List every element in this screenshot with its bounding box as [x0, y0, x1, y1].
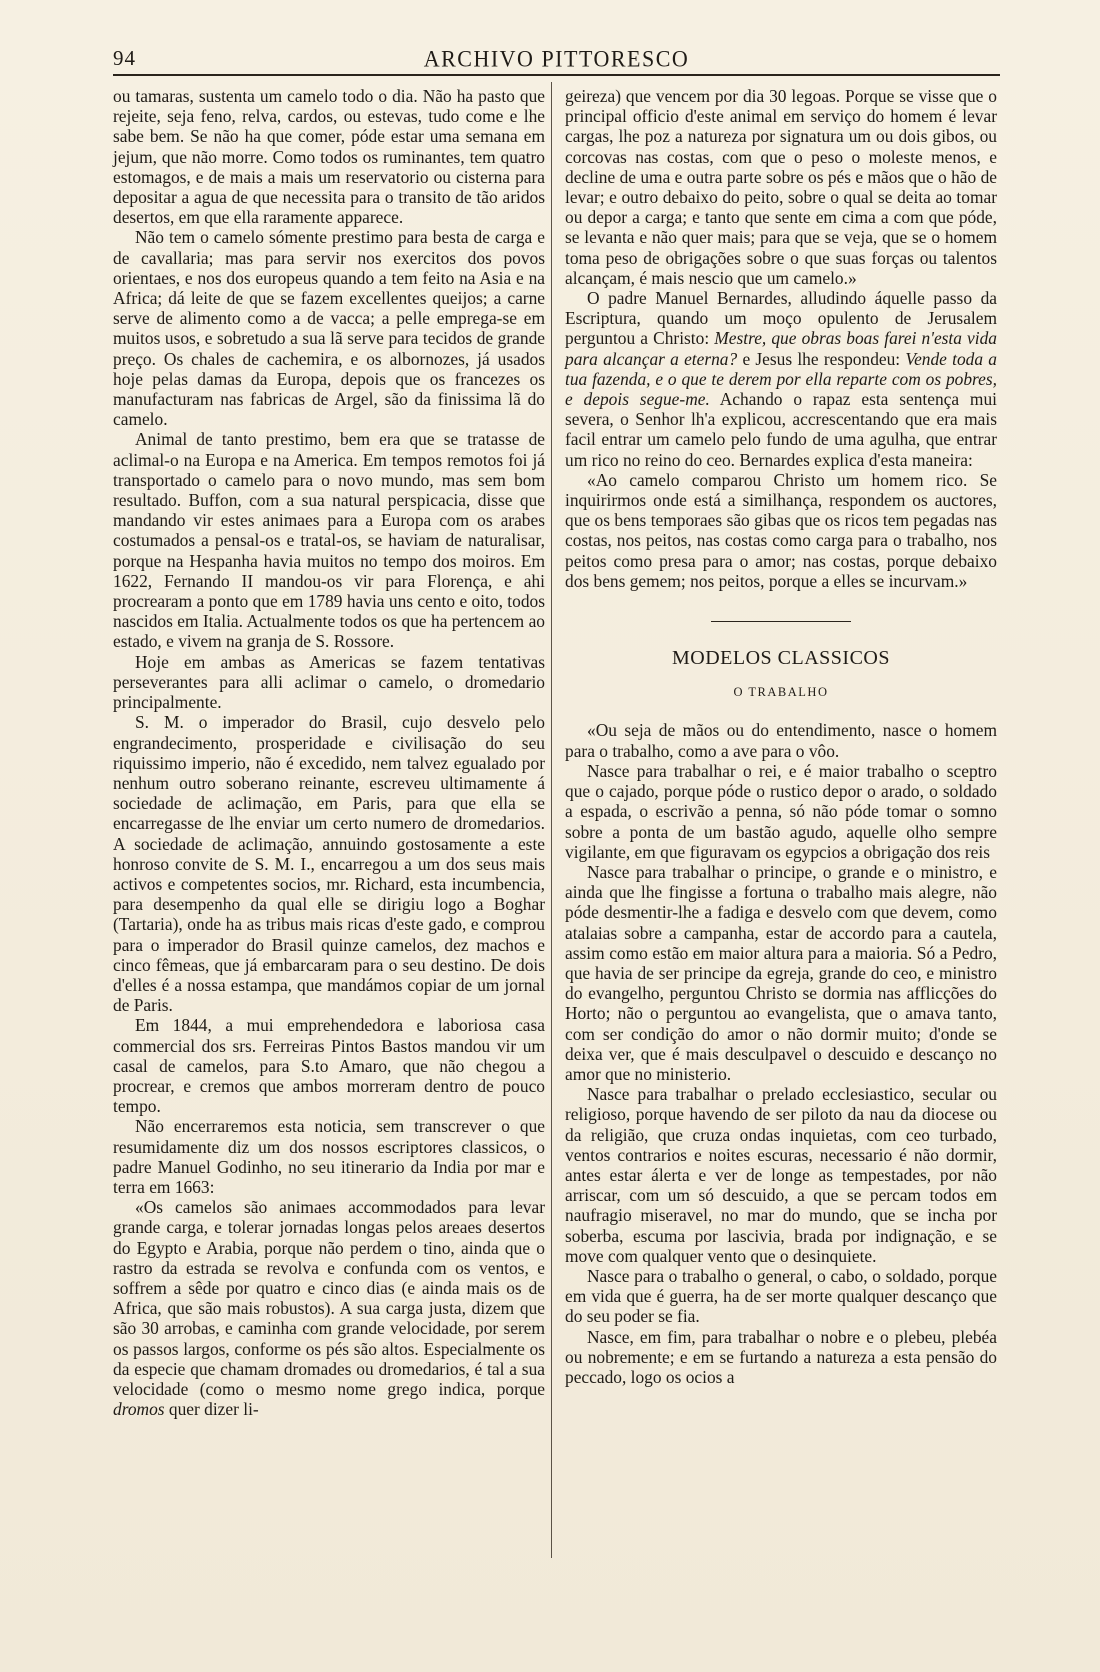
text-run: quer dizer li-	[164, 1399, 259, 1420]
quotation-paragraph: «Ao camelo comparou Christo um homem rico. Se inquirirmos onde está a similhança, respondem os auctores, que os bens temporaes são gibas que os ricos tem pegadas nas costas, nos peitos, nas costas como carga para o trabalho, nos peitos como presa para o amor; nas costas, porque debaixo dos bens gemem; nos peitos, porque a elles se incurvam.»	[565, 469, 997, 591]
text-run: «Os camelos são animaes accommodados para levar grande carga, e tolerar jornadas longas pelos areaes desertos do Egypto e Arabia, porque não perdem o tino, ainda que o rastro da estrada se revolva e confunda com os ventos, e soffrem a sêde por quatro e cinco dias (e ainda mais os de Africa, que são mais robustos). A sua carga justa, dizem que são 30 arrobas, e caminha com grande velocidade, por serem os passos largos, conforme os pés são altos. Especialmente os da especie que chamam dromades ou dromedarios, é tal a sua velocidade (como o mesmo nome grego indica, porque	[113, 1197, 545, 1399]
paragraph: ou tamaras, sustenta um camelo todo o dia. Não ha pasto que rejeite, seja feno, relva, cardos, ou estevas, tudo come e lhe sabe bem. Se não ha que comer, póde estar uma semana em jejum, que não morre. Como todos os ruminantes, tem quatro estomagos, e de mais a mais um reservatorio ou cisterna para depositar a agua de que necessita para o transito de tão aridos desertos, em que ella raramente apparece.	[113, 86, 545, 228]
quotation-paragraph	[113, 1197, 545, 1419]
paragraph: geireza) que vencem por dia 30 legoas. Porque se visse que o principal officio d'este animal em serviço do homem é levar cargas, lhe poz a natureza por signatura um ou dois gibos, ou corcovas nas costas, com que o peso o moleste menos, e decline de uma e outra parte sobre os pés e mãos que o hão de levar; e outro debaixo do peito, sobre o qual se deita ao tomar ou depor a carga; e tanto que sente em cima a com que póde, se levanta e não quer mais; para que se veja, que se o homem toma peso de obrigações sobre o que suas forças ou talentos alcançam, é mais nescio que um camelo.»	[565, 86, 997, 288]
running-header	[113, 44, 1000, 76]
paragraph: Não encerraremos esta noticia, sem transcrever o que resumidamente diz um dos nossos escriptores classicos, o padre Manuel Godinho, no seu itinerario da India por mar e terra em 1663:	[113, 1116, 545, 1197]
section-title: MODELOS CLASSICOS	[672, 647, 890, 670]
paragraph: Animal de tanto prestimo, bem era que se tratasse de aclimal-o na Europa e na America. Em tempos remotos foi já transportado o camelo para o novo mundo, mas sem bom resultado. Buffon, com a sua natural perspicacia, disse que mandando vir estes animaes para a Europa com os arabes costumados a pensal-os e tratal-os, se haviam de naturalisar, porque na Hespanha havia muitos no tempo dos moiros. Em 1622, Fernando II mandou-os vir para Florença, e ahi procrearam a ponto que em 1789 havia uns cento e oito, todos nascidos em Italia. Actualmente todos os que ha pertencem ao estado, e vivem na granja de S. Rossore.	[113, 429, 545, 652]
journal-title: ARCHIVO PITTORESCO	[423, 45, 690, 72]
left-column	[113, 86, 545, 1419]
italic-text: Vende toda a tua fazenda, e o que te derem por ella reparte com os pobres, e depois segue-me.	[565, 348, 997, 410]
text-run: e Jesus lhe respondeu:	[737, 348, 906, 369]
section-rule	[711, 621, 851, 622]
column-divider	[551, 82, 552, 1558]
paragraph: Hoje em ambas as Americas se fazem tentativas perseverantes para alli aclimar o camelo, o dromedario principalmente.	[113, 651, 545, 713]
right-column	[565, 86, 997, 1387]
paragraph	[565, 288, 997, 470]
paragraph: Em 1844, a mui emprehendedora e laboriosa casa commercial dos srs. Ferreiras Pintos Bastos mandou vir um casal de camelos, para S.to Amaro, que não chegou a procrear, e cremos que ambos morreram dentro de pouco tempo.	[113, 1015, 545, 1117]
text-run: O padre Manuel Bernardes, alludindo áquelle passo da Escriptura, quando um moço opulento de Jerusalem perguntou a Christo:	[565, 288, 997, 349]
paragraph: «Ou seja de mãos ou do entendimento, nasce o homem para o trabalho, como a ave para o vôo.	[565, 720, 997, 761]
paragraph: Não tem o camelo sómente prestimo para besta de carga e de cavallaria; mas para servir nos exercitos dos povos orientaes, e nos dos europeus quando a tem feito na Asia e na Africa; dá leite de que se fazem excellentes queijos; a carne serve de alimento como a de vacca; a pelle emprega-se em muitos usos, e sobretudo a sua lã serve para tecidos de grande preço. Os chales de cachemira, e os albornozes, já usados hoje pelas damas da Europa, depois que os francezes os manufacturam nas fabricas de Argel, são da finissima lã do camelo.	[113, 227, 545, 430]
page-number: 94	[113, 46, 136, 70]
section-subtitle: O TRABALHO	[733, 685, 829, 700]
paragraph: Nasce para trabalhar o principe, o grande e o ministro, e ainda que lhe fingisse a fortuna o trabalho mais alegre, não póde desmentir-lhe a fadiga e desvelo com que devem, como atalaias sobre a campanha, estar de accordo para a cautela, assim como estão em maior altura para a maioria. Só a Pedro, que havia de ser principe da egreja, grande do ceo, e ministro do evangelho, perguntou Christo se dormia nas afflicções do Horto; não o perguntou ao evangelista, que o amava tanto, com ser condição do amor o não dormir muito; d'onde se deixa ver, que é mais desculpavel o descuido e descanço no amor que no ministerio.	[565, 861, 997, 1084]
paragraph: S. M. o imperador do Brasil, cujo desvelo pelo engrandecimento, prosperidade e civilisação do seu riquissimo imperio, não é excedido, nem talvez egualado por nenhum outro soberano reinante, escreveu ultimamente á sociedade de aclimação, em Paris, para que ella se encarregasse de lhe enviar um certo numero de dromedarios. A sociedade de aclimação, annuindo gostosamente a este honroso convite de S. M. I., encarregou a um dos seus mais activos e competentes socios, mr. Richard, esta incumbencia, para desempenho da qual elle se dirigiu logo a Boghar (Tartaria), onde ha as tribus mais ricas d'este gado, e comprou para o imperador do Brasil quinze camelos, dez machos e cinco fêmeas, que já embarcaram para o seu destino. De dois d'elles é a nossa estampa, que mandámos copiar de um jornal de Paris.	[113, 712, 545, 1016]
paragraph: Nasce para trabalhar o rei, e é maior trabalho o sceptro que o cajado, porque póde o rustico depor o arado, o soldado a espada, o escrivão a penna, só não póde tomar o somno sobre a ponta de um bastão agudo, aquelle olho sempre vigilante, em que figuravam os egypcios a obrigação dos reis	[565, 760, 997, 862]
italic-text: Mestre, que obras boas farei n'esta vida para alcançar a eterna?	[565, 328, 997, 369]
header-rule	[113, 74, 1000, 76]
italic-text: dromos	[113, 1399, 165, 1420]
paragraph: Nasce para trabalhar o prelado ecclesiastico, secular ou religioso, porque havendo de ser piloto da nau da diocese ou da religião, que cruza ondas inquietas, com ceo turbado, ventos contrarios e noites escuras, necessario é não dormir, antes estar álerta e ver de longe as tempestades, por não arriscar, com um só descuido, a que se percam todos em naufragio miseravel, no mar do mundo, que se incha por soberba, escuma por lascivia, brada por indignação, e se move com qualquer vento que o desinquiete.	[565, 1084, 997, 1266]
paragraph: Nasce, em fim, para trabalhar o nobre e o plebeu, plebéa ou nobremente; e em se furtando a natureza a esta pensão do peccado, logo os ocios a	[565, 1326, 997, 1387]
text-run: Achando o rapaz esta sentença mui severa, o Senhor lh'a explicou, accrescentando que era mais facil entrar um camelo pelo fundo de uma agulha, que entrar um rico no reino do ceo. Bernardes explica d'esta maneira:	[565, 389, 997, 470]
paragraph: Nasce para o trabalho o general, o cabo, o soldado, porque em vida que é guerra, ha de ser morte qualquer descanço que do seu poder se fia.	[565, 1265, 997, 1327]
